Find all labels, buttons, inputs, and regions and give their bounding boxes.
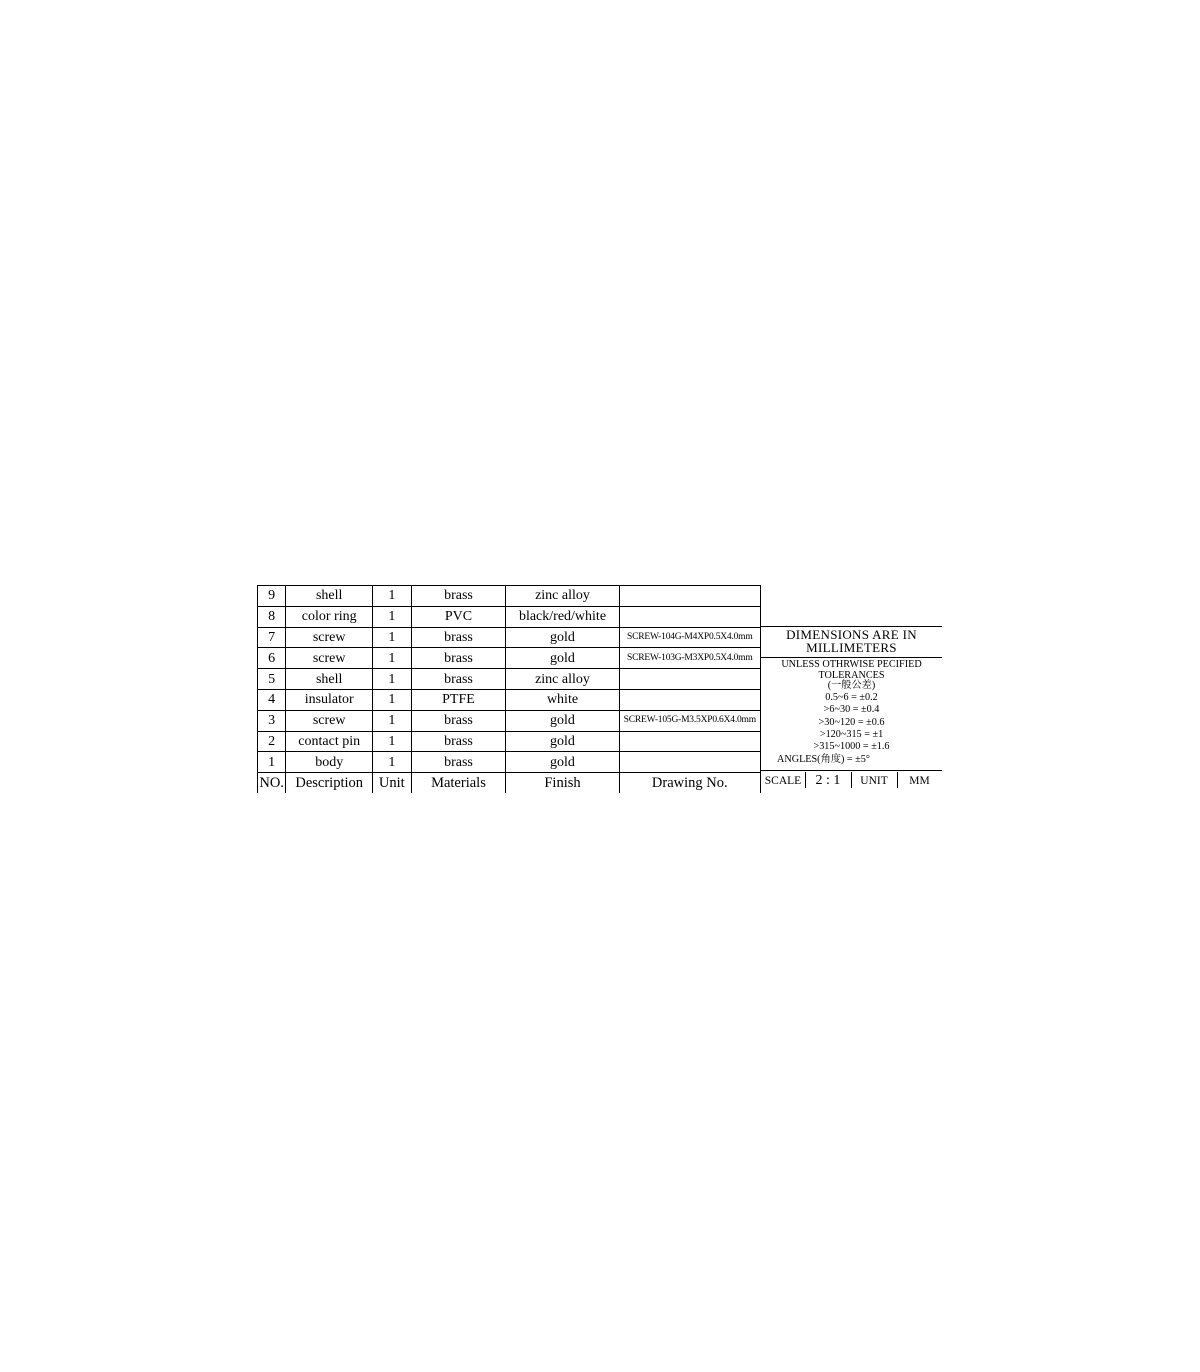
- tolerance-block: [761, 626, 942, 770]
- bom-row: [258, 648, 761, 669]
- tolerance-line: >315~1000 = ±1.6: [813, 741, 890, 753]
- bom-cell-description: screw: [286, 648, 373, 669]
- bom-cell-no: 6: [258, 648, 286, 669]
- scale-label: SCALE: [764, 775, 802, 787]
- bom-cell-materials: PVC: [411, 606, 506, 627]
- bom-cell-no: 9: [258, 586, 286, 607]
- tolerance-line: >120~315 = ±1: [819, 729, 884, 740]
- bom-cell-no: 4: [258, 689, 286, 710]
- bill-of-materials-table: [257, 585, 761, 793]
- bom-row: [258, 731, 761, 752]
- bom-row: [258, 689, 761, 710]
- bom-cell-description: screw: [286, 710, 373, 731]
- bom-cell-materials: brass: [411, 752, 506, 773]
- tolerance-mid-rule: [761, 657, 942, 658]
- bom-cell-unit: 1: [373, 627, 411, 648]
- bom-cell-finish: zinc alloy: [506, 586, 619, 607]
- tolerance-line: ANGLES(角度) = ±5°: [777, 753, 870, 765]
- bom-header-drawing-no: Drawing No.: [619, 773, 760, 794]
- bom-cell-finish: black/red/white: [506, 606, 619, 627]
- bom-cell-finish: gold: [506, 648, 619, 669]
- tolerance-notes: [761, 660, 942, 766]
- tolerance-line: >6~30 = ±0.4: [823, 704, 880, 716]
- bom-cell-materials: brass: [411, 710, 506, 731]
- bom-cell-materials: brass: [411, 648, 506, 669]
- bom-cell-drawing-no: [619, 689, 760, 710]
- bom-cell-unit: 1: [373, 606, 411, 627]
- bom-body: [258, 586, 761, 794]
- bom-cell-finish: gold: [506, 627, 619, 648]
- tolerance-line: (一般公差): [827, 680, 876, 692]
- tolerance-line: TOLERANCES: [818, 669, 885, 681]
- bom-cell-description: insulator: [286, 689, 373, 710]
- bom-cell-finish: gold: [506, 731, 619, 752]
- bom-row: [258, 606, 761, 627]
- bom-cell-materials: brass: [411, 731, 506, 752]
- scale-value: 2 : 1: [815, 773, 841, 788]
- tolerance-line: 0.5~6 = ±0.2: [825, 691, 878, 703]
- bom-cell-no: 2: [258, 731, 286, 752]
- bom-cell-drawing-no: [619, 752, 760, 773]
- scale-unit-block: [761, 770, 942, 788]
- bom-cell-unit: 1: [373, 710, 411, 731]
- bom-cell-materials: PTFE: [411, 689, 506, 710]
- bom-cell-description: color ring: [286, 606, 373, 627]
- bom-cell-description: contact pin: [286, 731, 373, 752]
- unit-value: MM: [909, 775, 930, 787]
- bom-cell-drawing-no: [619, 606, 760, 627]
- bom-row: [258, 669, 761, 690]
- bom-row: [258, 752, 761, 773]
- bom-cell-drawing-no: SCREW-105G-M3.5XP0.6X4.0mm: [619, 710, 760, 731]
- bom-cell-description: body: [286, 752, 373, 773]
- bom-cell-materials: brass: [411, 586, 506, 607]
- bom-cell-description: screw: [286, 627, 373, 648]
- dimensions-line-2: MILLIMETERS: [806, 640, 897, 655]
- bom-cell-finish: white: [506, 689, 619, 710]
- bom-row: [258, 710, 761, 731]
- bom-header-materials: Materials: [411, 773, 506, 794]
- bom-header-finish: Finish: [506, 773, 619, 794]
- tolerance-line: >30~120 = ±0.6: [818, 716, 885, 728]
- bom-cell-no: 1: [258, 752, 286, 773]
- bom-header-description: Description: [286, 773, 373, 794]
- bom-cell-no: 7: [258, 627, 286, 648]
- bom-cell-drawing-no: [619, 731, 760, 752]
- bom-cell-unit: 1: [373, 669, 411, 690]
- bom-cell-no: 8: [258, 606, 286, 627]
- tolerance-line: UNLESS OTHRWISE PECIFIED: [781, 659, 922, 670]
- bom-cell-materials: brass: [411, 669, 506, 690]
- bom-cell-drawing-no: SCREW-104G-M4XP0.5X4.0mm: [619, 627, 760, 648]
- bom-header-unit: Unit: [373, 773, 411, 794]
- bom-row: [258, 586, 761, 607]
- unit-label: UNIT: [860, 775, 888, 787]
- bom-cell-no: 3: [258, 710, 286, 731]
- bom-cell-description: shell: [286, 669, 373, 690]
- bom-cell-description: shell: [286, 586, 373, 607]
- bom-cell-materials: brass: [411, 627, 506, 648]
- bom-cell-unit: 1: [373, 752, 411, 773]
- dimensions-line-1: DIMENSIONS ARE IN: [786, 627, 917, 642]
- bom-row: [258, 627, 761, 648]
- bom-cell-finish: gold: [506, 752, 619, 773]
- bom-cell-finish: zinc alloy: [506, 669, 619, 690]
- bom-cell-drawing-no: SCREW-103G-M3XP0.5X4.0mm: [619, 648, 760, 669]
- bom-cell-drawing-no: [619, 586, 760, 607]
- bom-cell-unit: 1: [373, 648, 411, 669]
- bom-cell-unit: 1: [373, 586, 411, 607]
- bom-cell-no: 5: [258, 669, 286, 690]
- bom-cell-unit: 1: [373, 731, 411, 752]
- bom-header-row: [258, 773, 761, 794]
- bom-header-no: NO.: [258, 773, 286, 794]
- bom-cell-unit: 1: [373, 689, 411, 710]
- bom-cell-drawing-no: [619, 669, 760, 690]
- bom-cell-finish: gold: [506, 710, 619, 731]
- dimensions-note: [761, 628, 942, 654]
